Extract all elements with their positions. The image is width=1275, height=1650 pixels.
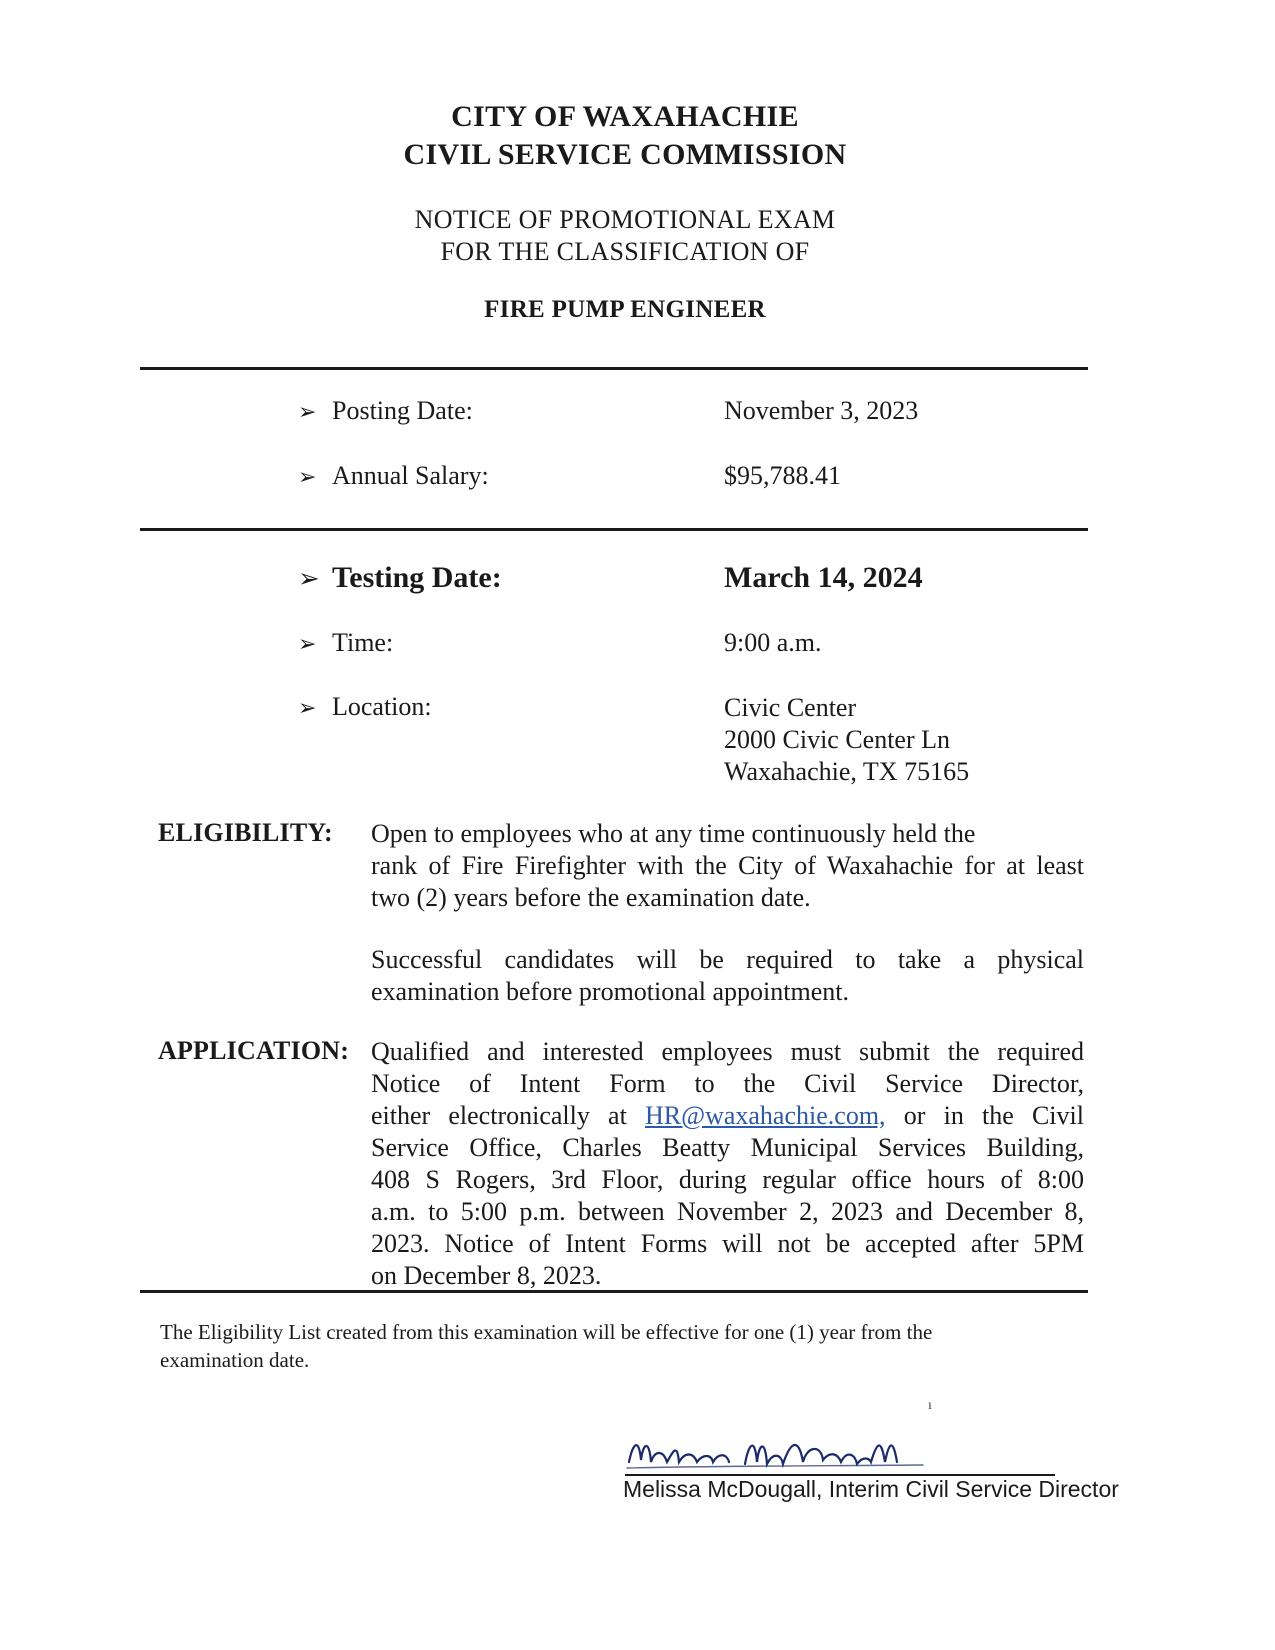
- eligibility-label: ELIGIBILITY:: [158, 818, 333, 847]
- eligibility-line: two (2) years before the examination date.: [371, 883, 811, 912]
- posting-date-value: November 3, 2023: [724, 396, 919, 425]
- testing-date-value: March 14, 2024: [724, 561, 923, 594]
- application-text: or in the Civil: [885, 1101, 1084, 1130]
- eligibility-line: examination before promotional appointment.: [371, 977, 849, 1006]
- application-line: Service Office, Charles Beatty Municipal Services Building,: [371, 1133, 1084, 1162]
- application-text: either electronically at: [371, 1101, 646, 1130]
- time-row: [298, 628, 393, 658]
- eligibility-list-note: [160, 1318, 932, 1374]
- arrow-bullet-icon: ➢: [298, 631, 317, 656]
- location-address: [724, 692, 969, 788]
- signatory-name-title: Melissa McDougall, Interim Civil Service Director: [623, 1476, 1119, 1502]
- salary-row: [298, 461, 489, 491]
- eligibility-line: Successful candidates will be required to take a physical: [371, 945, 1084, 974]
- location-row: [298, 692, 432, 722]
- divider-bottom: [140, 1290, 1088, 1293]
- arrow-bullet-icon: ➢: [298, 564, 320, 593]
- eligibility-line: Open to employees who at any time continuously held the: [371, 819, 976, 848]
- notice-subtitle: FOR THE CLASSIFICATION OF: [440, 237, 810, 266]
- application-line: on December 8, 2023.: [371, 1261, 602, 1290]
- salary-value: $95,788.41: [724, 461, 841, 490]
- eligibility-paragraph-2: [371, 944, 1084, 1008]
- application-paragraph: [371, 1036, 1084, 1292]
- arrow-bullet-icon: ➢: [298, 695, 317, 720]
- testing-date-label: Testing Date:: [332, 561, 502, 594]
- hr-email-link[interactable]: HR@waxahachie.com,: [645, 1101, 886, 1130]
- time-label: Time:: [332, 628, 394, 657]
- stray-mark: ı: [928, 1398, 932, 1413]
- footnote-line-1: The Eligibility List created from this examination will be effective for one (1) year from the: [160, 1320, 933, 1344]
- arrow-bullet-icon: ➢: [298, 399, 317, 424]
- arrow-bullet-icon: ➢: [298, 464, 317, 489]
- application-line-email: [371, 1100, 1084, 1132]
- signature-graphic: [623, 1432, 943, 1474]
- footnote-line-2: examination date.: [160, 1348, 310, 1372]
- application-line: 2023. Notice of Intent Forms will not be accepted after 5PM: [371, 1229, 1084, 1258]
- posting-date-row: [298, 396, 473, 426]
- notice-title: NOTICE OF PROMOTIONAL EXAM: [414, 205, 836, 234]
- application-line: Qualified and interested employees must submit the required: [371, 1037, 1084, 1066]
- salary-label: Annual Salary:: [332, 461, 489, 490]
- testing-date-row: [298, 561, 502, 595]
- classification-title: FIRE PUMP ENGINEER: [484, 296, 766, 323]
- header-commission: CIVIL SERVICE COMMISSION: [403, 138, 847, 171]
- location-label: Location:: [332, 692, 432, 721]
- location-line-1: Civic Center: [724, 693, 857, 722]
- application-label: APPLICATION:: [158, 1036, 350, 1065]
- location-line-2: 2000 Civic Center Ln: [724, 725, 951, 754]
- posting-date-label: Posting Date:: [332, 396, 473, 425]
- divider-top: [140, 367, 1088, 370]
- application-line: Notice of Intent Form to the Civil Service Director,: [371, 1069, 1084, 1098]
- time-value: 9:00 a.m.: [724, 628, 822, 657]
- eligibility-paragraph-1: [371, 818, 1084, 914]
- header-city: CITY OF WAXAHACHIE: [451, 100, 799, 133]
- eligibility-line: rank of Fire Firefighter with the City of Waxahachie for at least: [371, 851, 1084, 880]
- location-line-3: Waxahachie, TX 75165: [724, 757, 970, 786]
- application-line: 408 S Rogers, 3rd Floor, during regular office hours of 8:00: [371, 1165, 1084, 1194]
- application-line: a.m. to 5:00 p.m. between November 2, 2023 and December 8,: [371, 1197, 1084, 1226]
- divider-middle: [140, 528, 1088, 531]
